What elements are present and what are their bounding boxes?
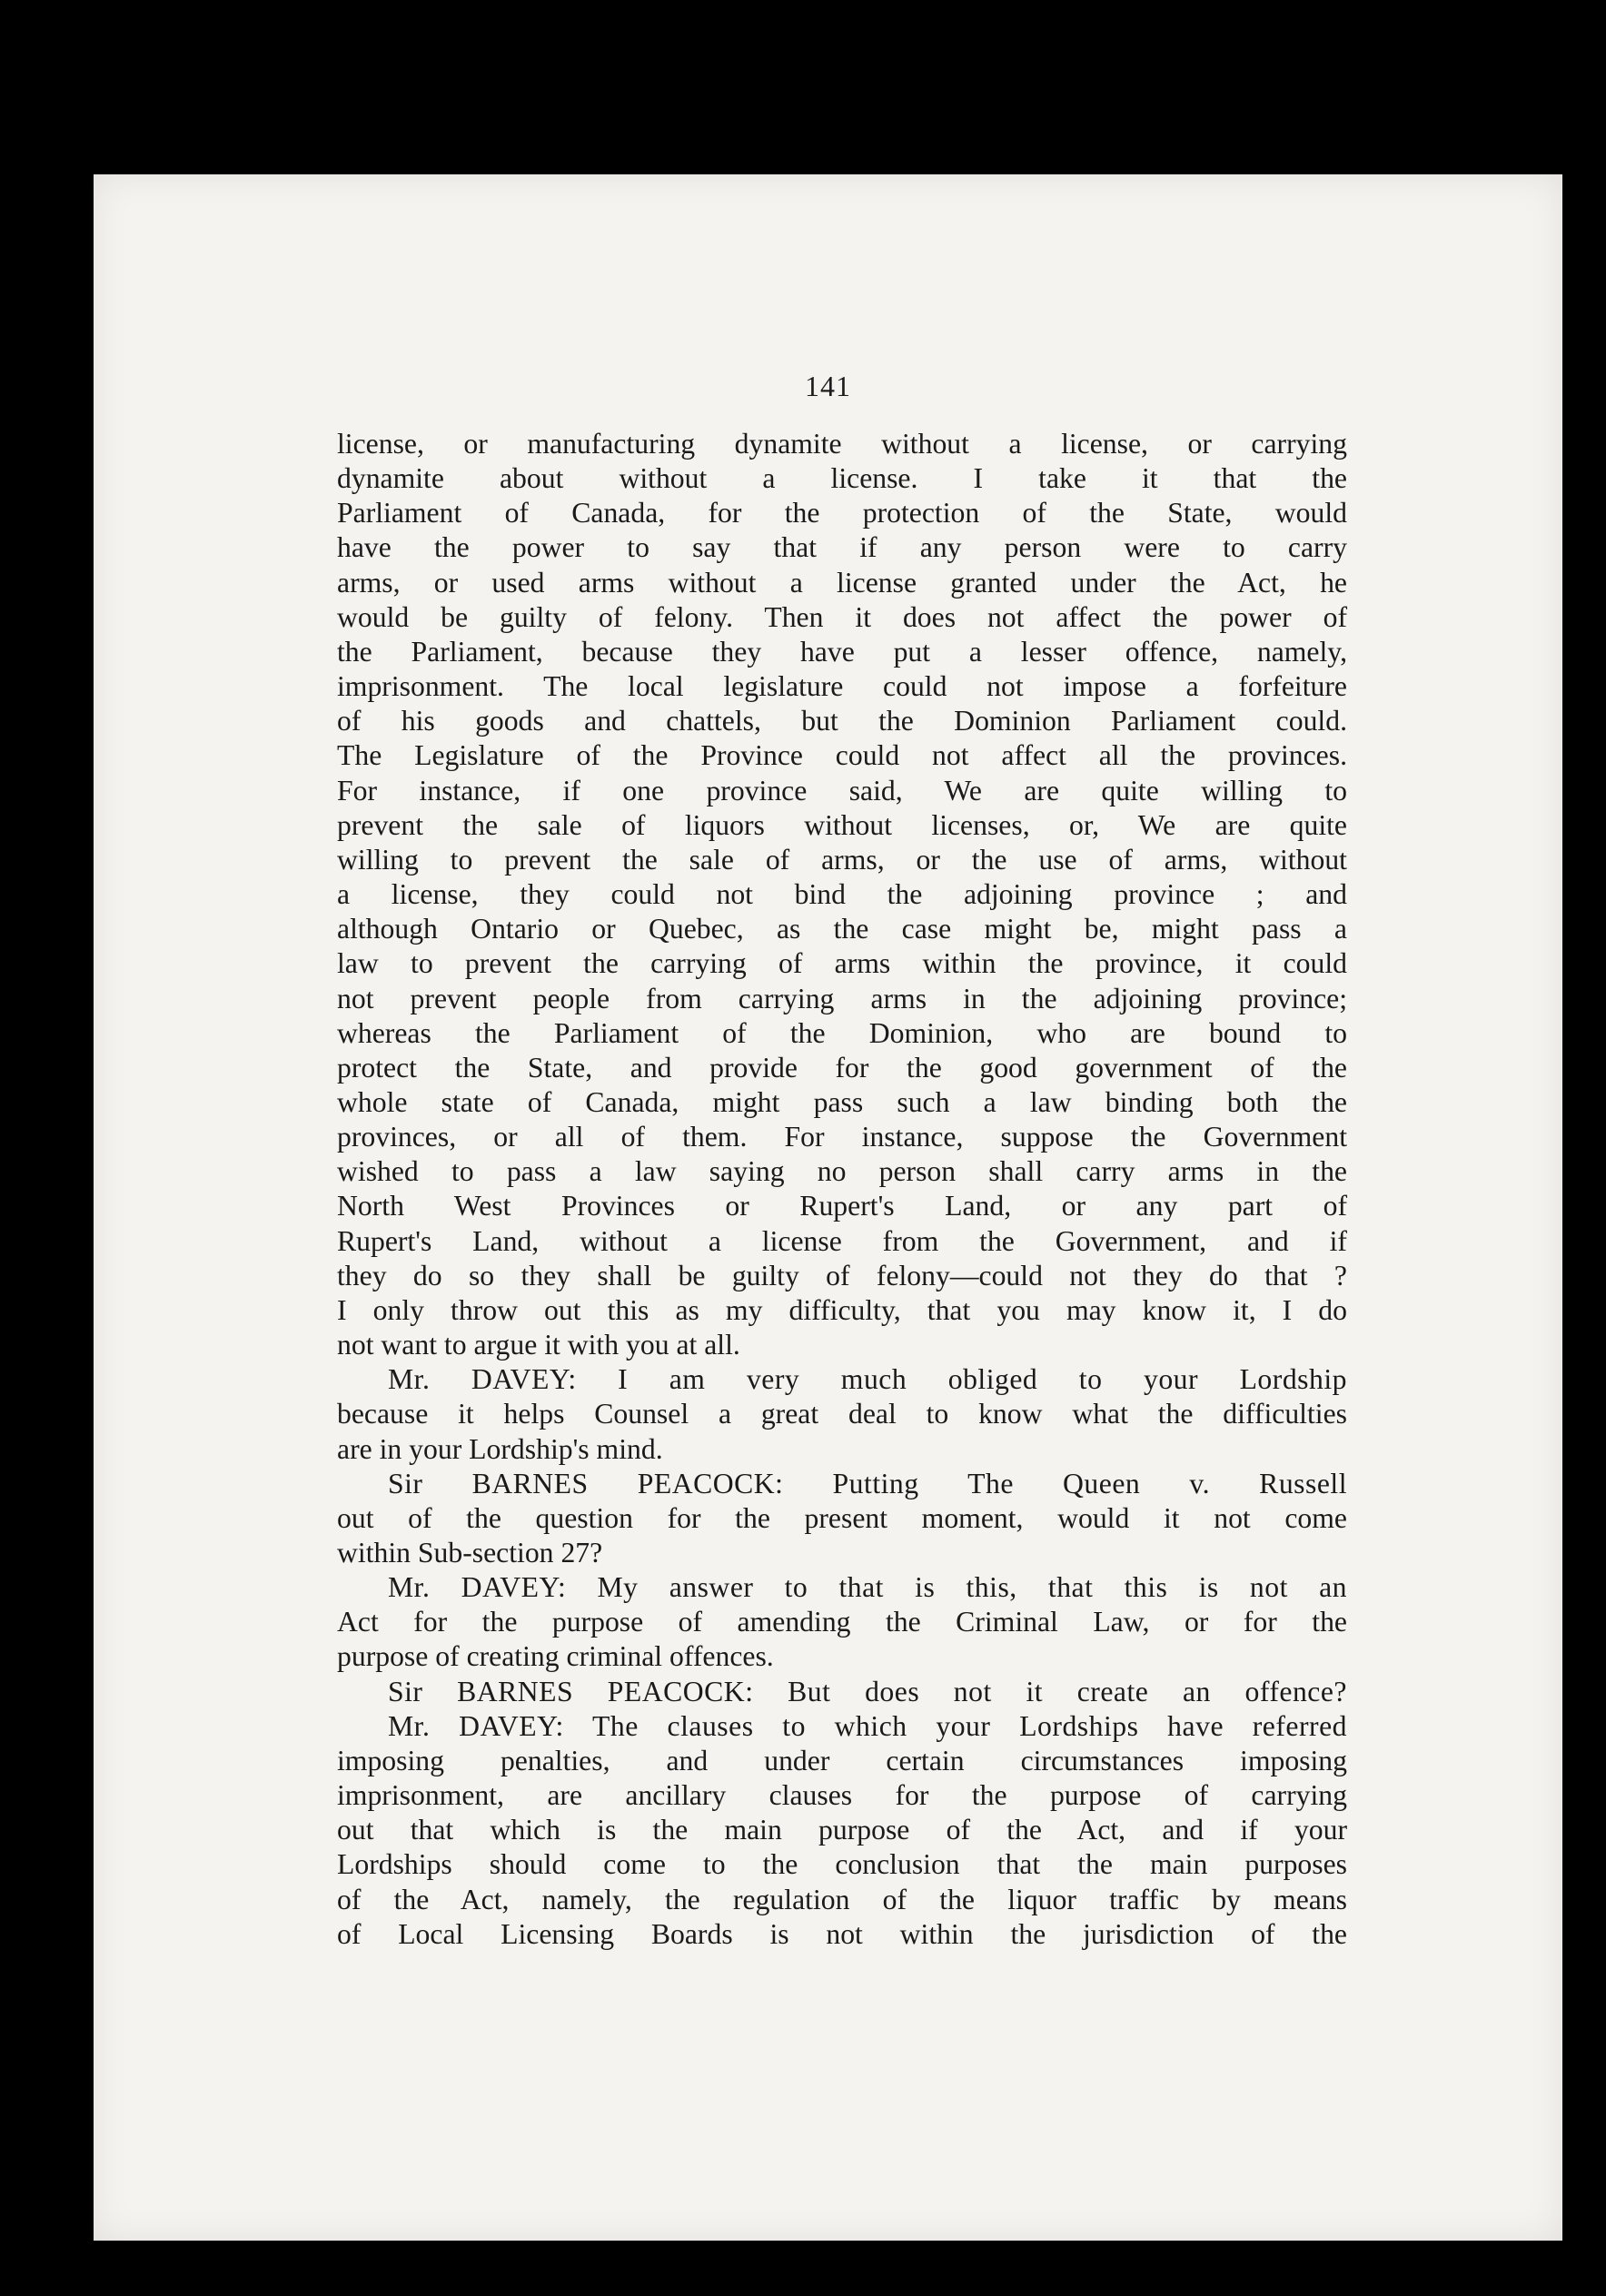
- text-line: imposing penalties, and under certain circumstances imposing: [337, 1744, 1347, 1776]
- text-line: Act for the purpose of amending the Criminal Law, or for the: [337, 1606, 1347, 1638]
- text-line: within Sub-section 27?: [337, 1537, 603, 1569]
- text-line: the Parliament, because they have put a lesser offence, namely,: [337, 635, 1347, 668]
- text-line: of his goods and chattels, but the Dominion Parliament could.: [337, 705, 1347, 737]
- text-line: dynamite about without a license. I take it that the: [337, 462, 1347, 495]
- text-line: have the power to say that if any person were to carry: [337, 531, 1347, 564]
- text-line: out of the question for the present moment, would it not come: [337, 1501, 1347, 1534]
- text-line: imprisonment, are ancillary clauses for the purpose of carrying: [337, 1779, 1347, 1812]
- text-line: arms, or used arms without a license granted under the Act, he: [337, 566, 1347, 599]
- speaker-line: Mr. DAVEY: My answer to that is this, that this is not an: [388, 1571, 1347, 1604]
- body-text: [337, 427, 1347, 1952]
- text-line: North West Provinces or Rupert's Land, or any part of: [337, 1190, 1347, 1222]
- text-line: Lordships should come to the conclusion that the main purposes: [337, 1848, 1347, 1881]
- text-line: whereas the Parliament of the Dominion, who are bound to: [337, 1016, 1347, 1049]
- text-line: a license, they could not bind the adjoining province ; and: [337, 878, 1347, 911]
- text-line: For instance, if one province said, We are quite willing to: [337, 774, 1347, 807]
- text-line: they do so they shall be guilty of felony—could not they do that ?: [337, 1259, 1347, 1292]
- text-line: I only throw out this as my difficulty, that you may know it, I do: [337, 1293, 1347, 1326]
- scan-speck: [1449, 350, 1452, 353]
- text-line: would be guilty of felony. Then it does not affect the power of: [337, 600, 1347, 633]
- text-line: Rupert's Land, without a license from the Government, and if: [337, 1224, 1347, 1257]
- scan-speck: [1523, 468, 1527, 471]
- text-line: The Legislature of the Province could not affect all the provinces.: [337, 739, 1347, 772]
- text-line: not want to argue it with you at all.: [337, 1329, 740, 1361]
- text-line: law to prevent the carrying of arms within the province, it could: [337, 947, 1347, 980]
- text-line: are in your Lordship's mind.: [337, 1432, 663, 1465]
- text-line: of Local Licensing Boards is not within the jurisdiction of the: [337, 1917, 1347, 1950]
- text-line: license, or manufacturing dynamite without a license, or carrying: [337, 428, 1347, 460]
- speaker-line: Mr. DAVEY: The clauses to which your Lordships have referred: [388, 1709, 1347, 1742]
- page-number: 141: [805, 370, 851, 402]
- text-line: willing to prevent the sale of arms, or the use of arms, without: [337, 843, 1347, 876]
- text-line: not prevent people from carrying arms in the adjoining province;: [337, 982, 1347, 1014]
- speaker-line: Sir BARNES PEACOCK: Putting The Queen v. Russell: [388, 1467, 1347, 1499]
- speaker-line: Sir BARNES PEACOCK: But does not it create an offence?: [388, 1675, 1347, 1707]
- text-line: out that which is the main purpose of the Act, and if your: [337, 1814, 1347, 1846]
- text-line: imprisonment. The local legislature could not impose a forfeiture: [337, 670, 1347, 703]
- text-line: provinces, or all of them. For instance, suppose the Government: [337, 1121, 1347, 1153]
- text-line: protect the State, and provide for the good government of the: [337, 1051, 1347, 1084]
- text-line: Parliament of Canada, for the protection of the State, would: [337, 497, 1347, 529]
- text-line: purpose of creating criminal offences.: [337, 1640, 774, 1673]
- text-line: because it helps Counsel a great deal to know what the difficulties: [337, 1398, 1347, 1430]
- text-line: of the Act, namely, the regulation of the liquor traffic by means: [337, 1883, 1347, 1915]
- speaker-line: Mr. DAVEY: I am very much obliged to your Lordship: [388, 1363, 1347, 1396]
- document-page: [94, 174, 1562, 2241]
- text-line: prevent the sale of liquors without licenses, or, We are quite: [337, 808, 1347, 841]
- text-line: whole state of Canada, might pass such a law binding both the: [337, 1085, 1347, 1118]
- text-line: wished to pass a law saying no person shall carry arms in the: [337, 1155, 1347, 1188]
- text-line: although Ontario or Quebec, as the case might be, might pass a: [337, 913, 1347, 945]
